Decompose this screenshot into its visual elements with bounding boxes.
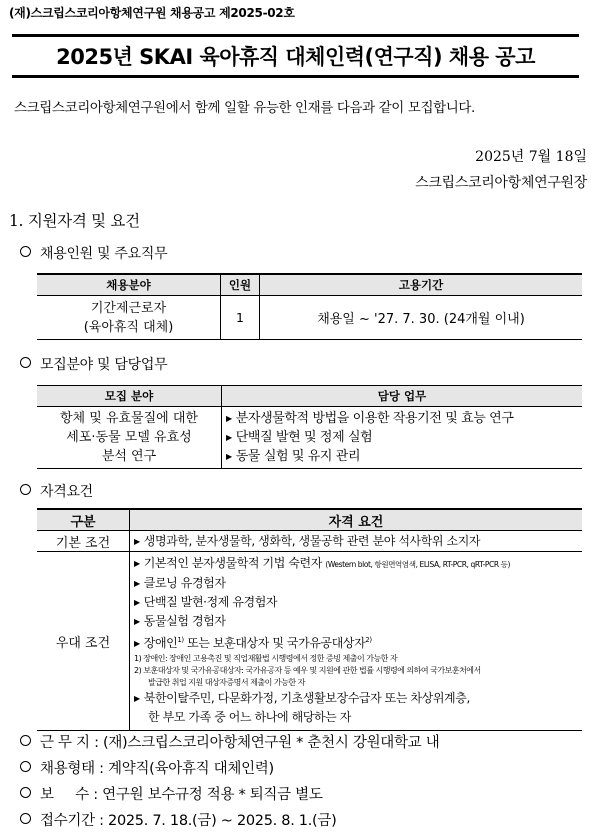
footnote-2: 2) 보훈대상자 및 국가유공대상자: 국가유공자 등 예우 및 지원에 관한 법률 시행령에 의하여 국가보훈처에서 (134, 666, 481, 675)
page-title: 2025년 SKAI 육아휴직 대체인력(연구직) 채용 공고 (56, 45, 535, 69)
cell-period: 채용일 ~ '27. 7. 30. (24개월 이내) (260, 296, 583, 340)
subsection-label: 채용인원 및 주요직무 (40, 246, 168, 262)
arrow-bullet-icon: ▶ (134, 694, 140, 703)
col-header-duties: 담당 업무 (222, 386, 583, 407)
cell-field: 항체 및 유효물질에 대한 세포·동물 모델 유효성 분석 연구 (37, 407, 222, 469)
list-item: ▶ 단백질 발현 및 정제 실험 (226, 430, 373, 445)
circle-bullet-icon (20, 357, 31, 368)
footnote-2-cont: 발급한 취업 지원 대상자증명서 제출이 가능한 자 (148, 678, 305, 687)
list-item: ▶ 단백질 발현·정제 유경험자 (134, 595, 278, 609)
list-item: ▶ 장애인$^{1)}$ 또는 보훈대상자 및 국가유공대상자$^{2)}$ (134, 636, 372, 650)
arrow-bullet-icon: ▶ (134, 617, 140, 626)
circle-bullet-icon (20, 246, 31, 257)
detail-employment-type: 채용형태 : 계약직(육아휴직 대체인력) (20, 757, 274, 778)
arrow-bullet-icon: ▶ (134, 536, 140, 546)
arrow-bullet-icon: ▶ (226, 433, 232, 442)
list-item: ▶ 분자생물학적 방법을 이용한 작용기전 및 효능 연구 (226, 411, 514, 426)
qualifications-table (37, 508, 582, 731)
subsection-label: 자격요건 (40, 484, 93, 500)
col-header-requirements: 자격 요건 (130, 509, 583, 531)
list-item: ▶ 북한이탈주민, 다문화가정, 기초생활보장수급자 또는 차상위계층, (134, 691, 470, 705)
arrow-bullet-icon: ▶ (134, 598, 140, 607)
subsection-recruitment (20, 243, 167, 263)
title-banner (12, 34, 579, 78)
cell-basic-label: 기본 조건 (37, 531, 130, 552)
announcement-number: (재)스크립스코리아항체연구원 채용공고 제2025-02호 (9, 6, 295, 20)
detail-salary: 보 수 : 연구원 보수규정 적용 * 퇴직금 별도 (20, 783, 323, 804)
circle-bullet-icon (20, 735, 31, 746)
cell-preferred-label: 우대 조건 (37, 552, 130, 731)
signer: 스크립스코리아항체연구원장 (415, 175, 587, 191)
circle-bullet-icon (20, 787, 31, 798)
recruitment-table (37, 273, 582, 340)
subsection-fields (20, 354, 167, 374)
detail-application-period: 접수기간 : 2025. 7. 18.(금) ~ 2025. 8. 1.(금) (20, 809, 336, 830)
cell-field: 기간제근로자 (육아휴직 대체) (37, 296, 221, 340)
cell-count: 1 (221, 296, 260, 340)
circle-bullet-icon (20, 484, 31, 495)
cell-preferred-text (130, 552, 583, 731)
col-header-period: 고용기간 (260, 274, 583, 296)
col-header-category: 구분 (37, 509, 130, 531)
arrow-bullet-icon: ▶ (134, 559, 140, 568)
arrow-bullet-icon: ▶ (226, 414, 232, 423)
list-item: ▶ 동물 실험 및 유지 관리 (226, 449, 361, 464)
circle-bullet-icon (20, 813, 31, 824)
arrow-bullet-icon: ▶ (134, 579, 140, 588)
list-item: ▶ 클로닝 유경험자 (134, 576, 226, 590)
subsection-qualifications (20, 481, 93, 501)
subsection-label: 모집분야 및 담당업무 (40, 357, 168, 373)
circle-bullet-icon (20, 761, 31, 772)
list-item: ▶ 동물실험 경험자 (134, 614, 226, 628)
cell-basic-text: ▶ 생명과학, 분자생물학, 생화학, 생물공학 관련 분야 석사학위 소지자 (130, 531, 583, 552)
arrow-bullet-icon: ▶ (134, 639, 140, 648)
list-item-cont: 한 부모 가족 중 어느 하나에 해당하는 자 (148, 710, 351, 724)
col-header-count: 인원 (221, 274, 260, 296)
detail-workplace: 근 무 지 : (재)스크립스코리아항체연구원 * 춘천시 강원대학교 내 (20, 731, 439, 752)
col-header-field: 채용분야 (37, 274, 221, 296)
fields-table (37, 385, 582, 469)
footnote-1: 1) 장애인: 장애인 고용촉진 및 직업재활법 시행령에서 정한 증빙 제출이 가능한 자 (134, 654, 398, 663)
section-1-heading: 1. 지원자격 및 요건 (9, 212, 140, 230)
arrow-bullet-icon: ▶ (226, 452, 232, 461)
intro-text: 스크립스코리아항체연구원에서 함께 일할 유능한 인재를 다음과 같이 모집합니다. (14, 100, 475, 116)
col-header-field: 모집 분야 (37, 386, 222, 407)
announcement-date: 2025년 7월 18일 (475, 149, 587, 165)
cell-duties (222, 407, 583, 469)
list-item: ▶ 기본적인 분자생물학적 기법 숙련자 (Western blot, 항원면역염색, ELISA, RT-PCR, qRT-PCR 등) (134, 556, 511, 570)
